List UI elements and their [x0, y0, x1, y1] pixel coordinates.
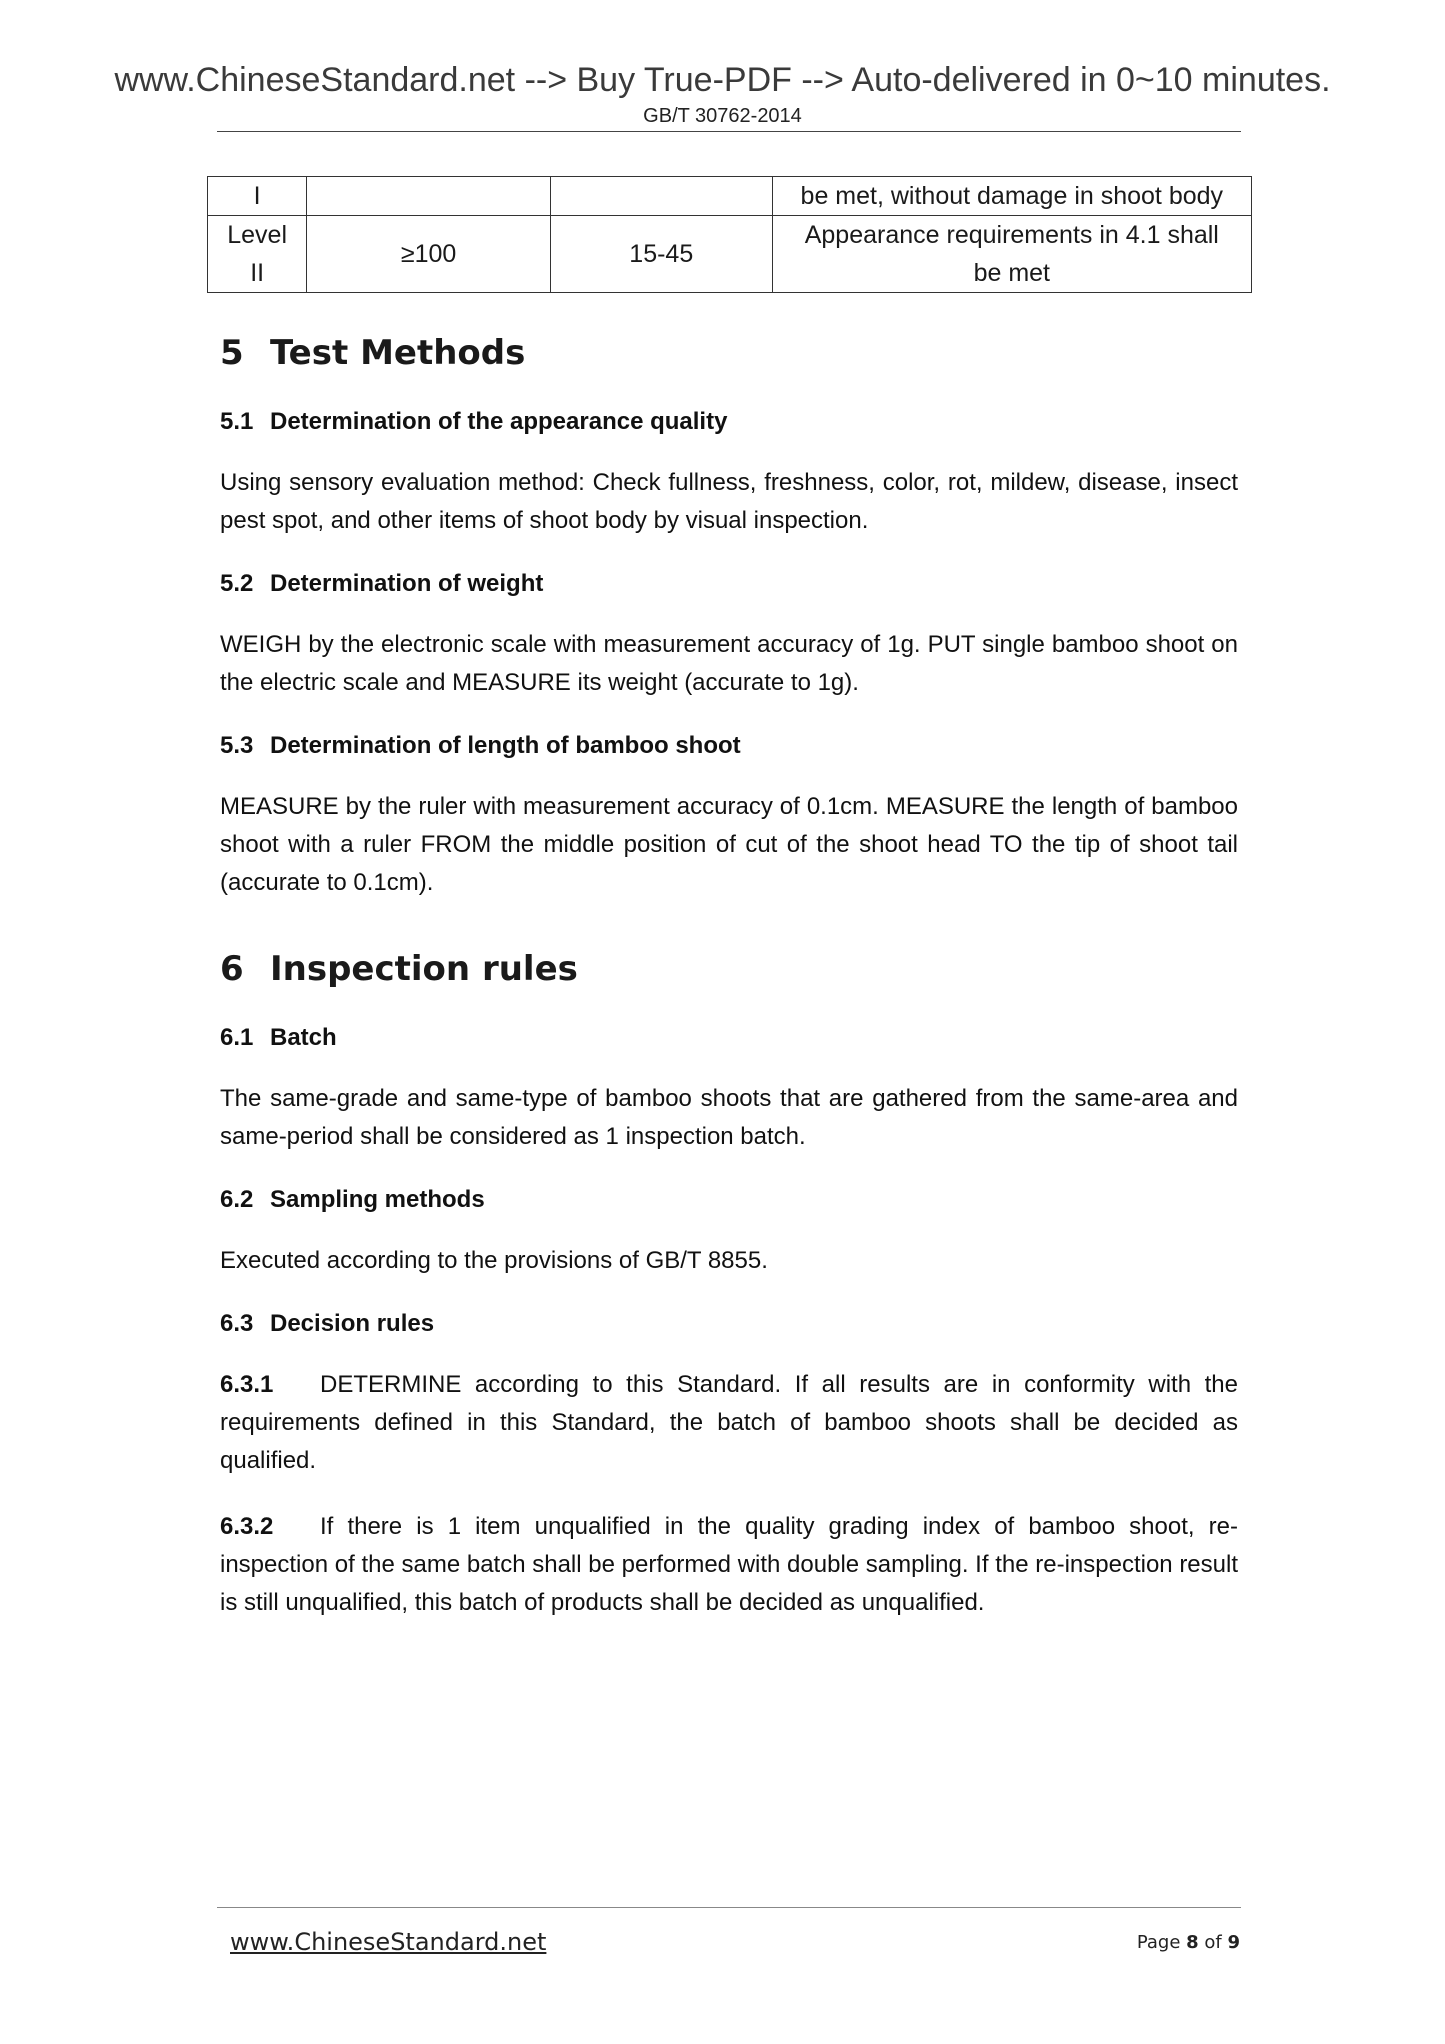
subsection-title: Sampling methods [270, 1186, 485, 1213]
subsection-heading [220, 730, 1238, 762]
subsection-heading [220, 1022, 1238, 1054]
appearance-line: be met [973, 259, 1051, 287]
table-row [208, 177, 1252, 216]
standard-code: GB/T 30762-2014 [643, 105, 802, 127]
section-number: 6 [220, 949, 244, 989]
subsection-heading [220, 1184, 1238, 1216]
length-cell [550, 177, 772, 216]
subsection-number: 5.1 [220, 408, 254, 435]
clause-number: 6.3.1 [220, 1371, 274, 1398]
paragraph: The same-grade and same-type of bamboo shoots that are gathered from the same-area and same-period shall be considered as 1 inspection batch. [220, 1085, 1238, 1150]
section-title: Inspection rules [270, 949, 578, 989]
subsection-title: Decision rules [270, 1310, 435, 1337]
clause-text: If there is 1 item unqualified in the quality grading index of bamboo shoot, re-inspection of the same batch shall be performed with double sampling. If the re-inspection result is still unqualified, this batch of products shall be decided as unqualified. [220, 1513, 1238, 1616]
paragraph: MEASURE by the ruler with measurement accuracy of 0.1cm. MEASURE the length of bamboo shoot with a ruler FROM the middle position of cut of the shoot head TO the tip of shoot tail (accurate to 0.1cm). [220, 793, 1238, 896]
appearance-line: Appearance requirements in 4.1 shall [804, 221, 1219, 249]
grade-cell: I [208, 177, 307, 216]
grade-line: Level [227, 221, 288, 249]
clause-paragraph [220, 1366, 1238, 1480]
subsection-number: 6.1 [220, 1024, 254, 1051]
footer-website-link[interactable]: www.ChineseStandard.net [230, 1928, 547, 1956]
grade-cell [208, 216, 307, 293]
grade-table [207, 176, 1252, 293]
clause-paragraph [220, 1508, 1238, 1622]
page-separator: of [1198, 1932, 1228, 1953]
document-body [220, 330, 1238, 1622]
subsection-number: 6.3 [220, 1310, 254, 1337]
subsection-title: Determination of weight [270, 570, 544, 597]
subsection-heading [220, 1308, 1238, 1340]
site-banner: www.ChineseStandard.net --> Buy True-PDF --> Auto-delivered in 0~10 minutes. [114, 61, 1331, 99]
length-cell: 15-45 [550, 216, 772, 293]
subsection-number: 6.2 [220, 1186, 254, 1213]
clause-number: 6.3.2 [220, 1513, 274, 1540]
subsection-number: 5.3 [220, 732, 254, 759]
page-current: 8 [1186, 1932, 1199, 1953]
appearance-cell [772, 216, 1251, 293]
paragraph: WEIGH by the electronic scale with measurement accuracy of 1g. PUT single bamboo shoot on the electric scale and MEASURE its weight (accurate to 1g). [220, 631, 1238, 696]
appearance-cell: be met, without damage in shoot body [772, 177, 1251, 216]
grade-line: II [250, 259, 265, 287]
subsection-title: Determination of the appearance quality [270, 408, 728, 435]
page-number [1137, 1932, 1240, 1953]
clause-text: DETERMINE according to this Standard. If all results are in conformity with the requirements defined in this Standard, the batch of bamboo shoots shall be decided as qualified. [220, 1371, 1238, 1474]
subsection-heading [220, 406, 1238, 438]
section-number: 5 [220, 333, 244, 373]
subsection-title: Determination of length of bamboo shoot [270, 732, 741, 759]
section-heading [220, 330, 1238, 376]
paragraph: Executed according to the provisions of GB/T 8855. [220, 1247, 768, 1274]
weight-cell [307, 177, 551, 216]
subsection-heading [220, 568, 1238, 600]
section-title: Test Methods [270, 333, 526, 373]
paragraph: Using sensory evaluation method: Check fullness, freshness, color, rot, mildew, disease, insect pest spot, and other items of shoot body by visual inspection. [220, 469, 1238, 534]
table-row [208, 216, 1252, 293]
section-heading [220, 946, 1238, 992]
header-divider [217, 131, 1241, 132]
subsection-number: 5.2 [220, 570, 254, 597]
page-prefix: Page [1136, 1932, 1187, 1953]
weight-cell: ≥100 [307, 216, 551, 293]
subsection-title: Batch [270, 1024, 337, 1051]
footer-divider [217, 1907, 1241, 1908]
page-total: 9 [1227, 1932, 1240, 1953]
